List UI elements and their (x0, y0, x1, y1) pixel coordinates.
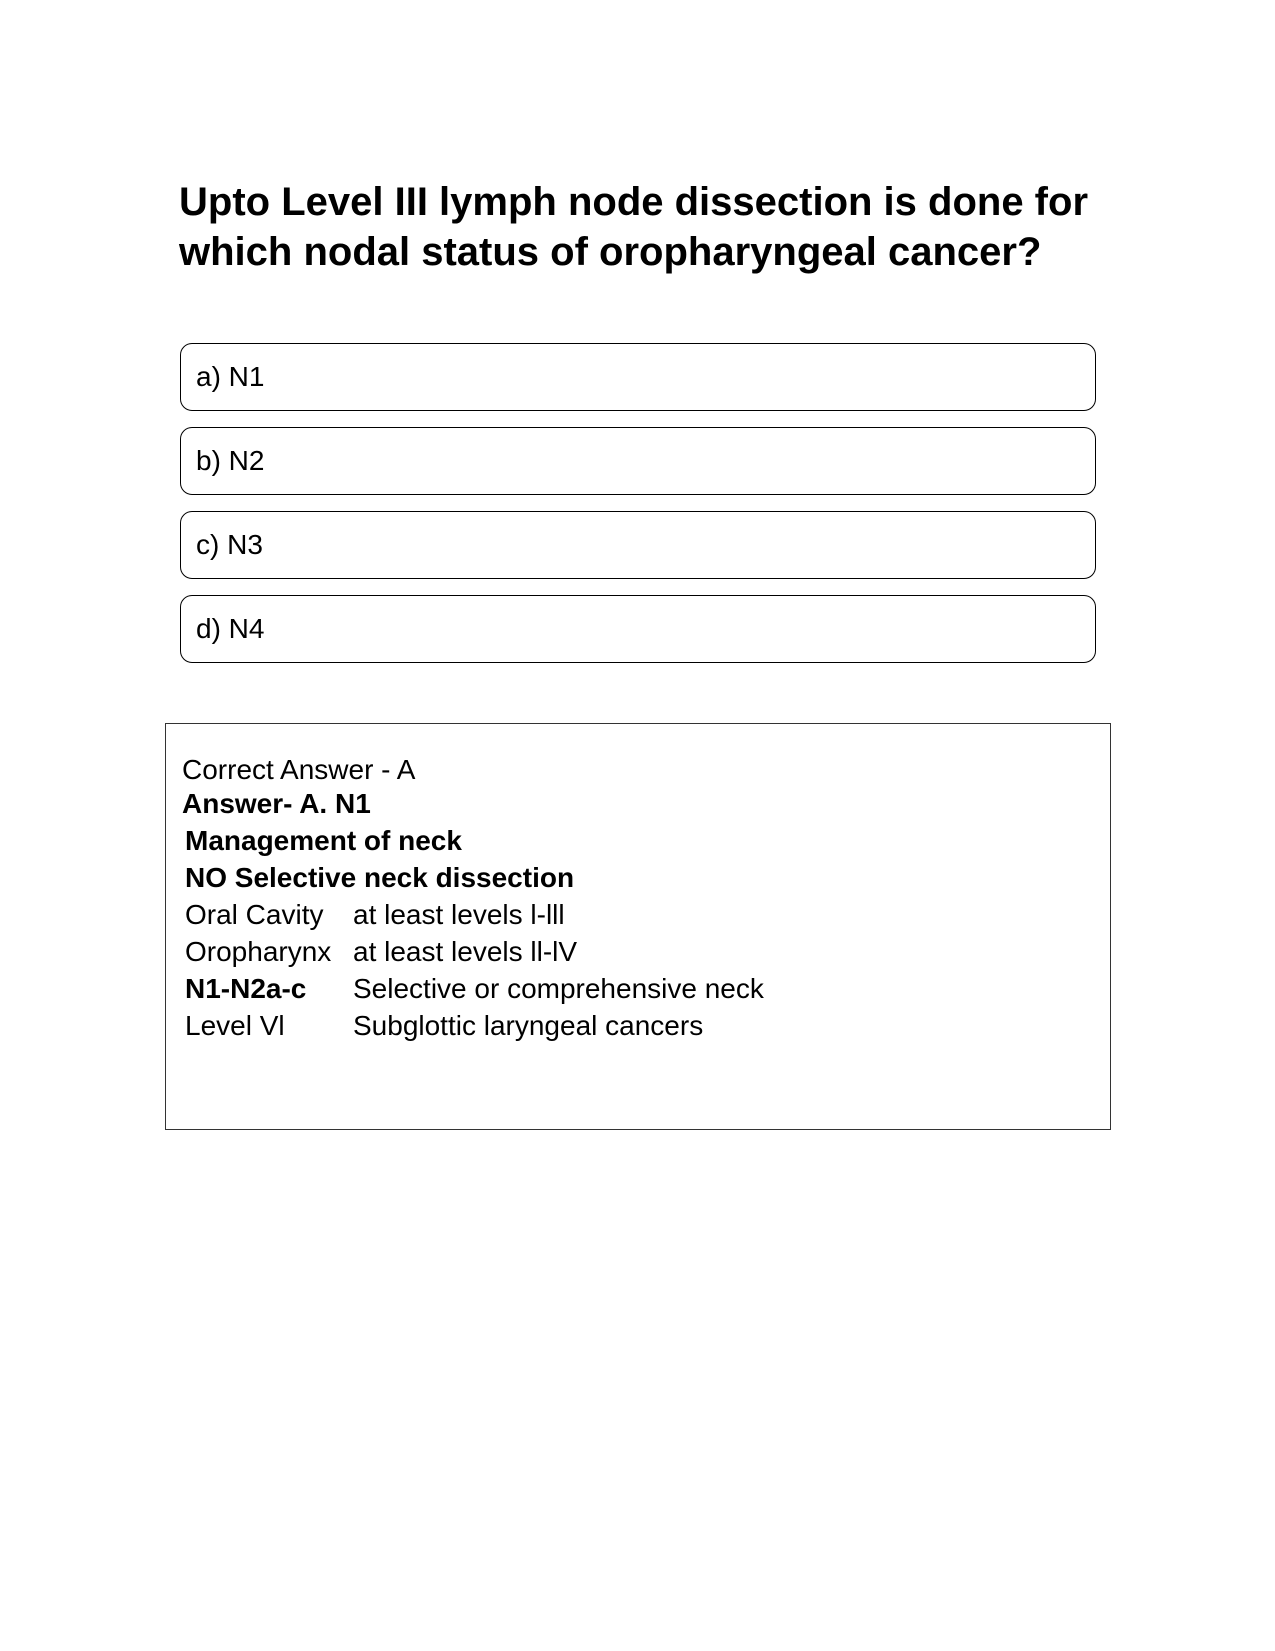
row-label: Oral Cavity (185, 899, 324, 930)
option-d[interactable]: d) N4 (180, 595, 1096, 663)
option-a[interactable]: a) N1 (180, 343, 1096, 411)
row-label: Level Vl (185, 1010, 285, 1041)
selective-dissection-heading: NO Selective neck dissection (185, 862, 575, 893)
option-c[interactable]: c) N3 (180, 511, 1096, 579)
row-value: Selective or comprehensive neck (353, 973, 764, 1004)
row-value: at least levels l-lll (353, 899, 565, 930)
answer-text: Answer- A. N1 (182, 788, 371, 819)
row-value: Subglottic laryngeal cancers (353, 1010, 704, 1041)
answer-options (180, 343, 1096, 679)
option-b[interactable]: b) N2 (180, 427, 1096, 495)
explanation-box (165, 723, 1111, 1130)
correct-answer-text: Correct Answer - A (182, 754, 416, 785)
row-label: N1-N2a-c (185, 973, 307, 1004)
question-title: Upto Level III lymph node dissection is done for which nodal status of oropharyngeal cancer? (179, 180, 1089, 274)
row-label: Oropharynx (185, 936, 332, 967)
management-heading: Management of neck (185, 825, 462, 856)
row-value: at least levels ll-lV (353, 936, 578, 967)
